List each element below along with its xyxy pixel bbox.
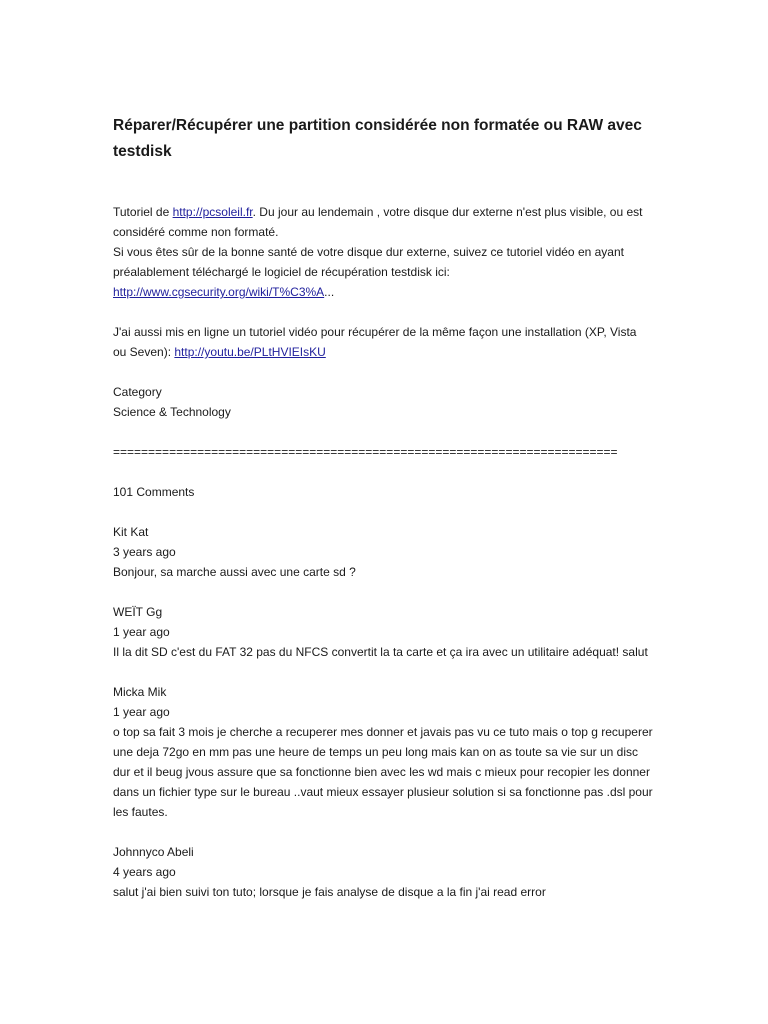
intro-text: . Du jour au lendemain , votre disque dur externe n'est plus visible, ou est considéré comme non formaté. — [113, 205, 643, 239]
pcsoleil-link[interactable]: http://pcsoleil.fr — [172, 205, 253, 219]
comment-time: 3 years ago — [113, 545, 176, 559]
comment-author: Johnnyco Abeli — [113, 845, 194, 859]
comment-author: WEÏT Gg — [113, 605, 163, 619]
divider-line: ======================================================================== — [113, 445, 618, 459]
document-title: Réparer/Récupérer une partition considérée non formatée ou RAW avec testdisk — [113, 117, 642, 160]
second-paragraph — [113, 322, 653, 362]
comment-text: Bonjour, sa marche aussi avec une carte sd ? — [113, 565, 356, 579]
intro-paragraph — [113, 202, 653, 302]
category-label: Category — [113, 385, 162, 399]
comment-text: Il la dit SD c'est du FAT 32 pas du NFCS convertit la ta carte et ça ira avec un utilitaire adéquat! salut — [113, 645, 648, 659]
comment-time: 1 year ago — [113, 705, 170, 719]
comments-count: 101 Comments — [113, 485, 195, 499]
comment-author: Micka Mik — [113, 685, 167, 699]
download-link-ellipsis: ... — [324, 285, 335, 299]
comment-item — [113, 602, 653, 662]
testdisk-download-link[interactable]: http://www.cgsecurity.org/wiki/T%C3%A — [113, 285, 325, 299]
comment-item — [113, 842, 653, 902]
comment-item — [113, 682, 653, 822]
intro-line-2: Si vous êtes sûr de la bonne santé de votre disque dur externe, suivez ce tutoriel vidéo en ayant préalablement téléchargé le logiciel de récupération testdisk ici: — [113, 245, 624, 279]
intro-prefix: Tutoriel de — [113, 205, 173, 219]
youtube-video-link[interactable]: http://youtu.be/PLtHVIEIsKU — [174, 345, 326, 359]
comment-time: 4 years ago — [113, 865, 176, 879]
comment-text: o top sa fait 3 mois je cherche a recuperer mes donner et javais pas vu ce tuto mais o top g recuperer une deja 72go en mm pas une heure de temps un peu long mais kan on as toute sa vie sur un disc dur et il beug jvous assure que sa fonctionne bien avec les wd mais c mieux pour recopier les donner dans un fichier type sur le bureau ..vaut mieux essayer plusieur solution si sa fonctionne pas .dsl pour les fautes. — [113, 725, 653, 819]
comment-item — [113, 522, 653, 582]
category-value: Science & Technology — [113, 405, 231, 419]
comment-author: Kit Kat — [113, 525, 149, 539]
document-page — [113, 113, 653, 902]
second-paragraph-text: J'ai aussi mis en ligne un tutoriel vidéo pour récupérer de la même façon une installation (XP, Vista ou Seven): — [113, 325, 637, 359]
comment-text: salut j'ai bien suivi ton tuto; lorsque je fais analyse de disque a la fin j'ai read error — [113, 885, 546, 899]
comment-time: 1 year ago — [113, 625, 170, 639]
